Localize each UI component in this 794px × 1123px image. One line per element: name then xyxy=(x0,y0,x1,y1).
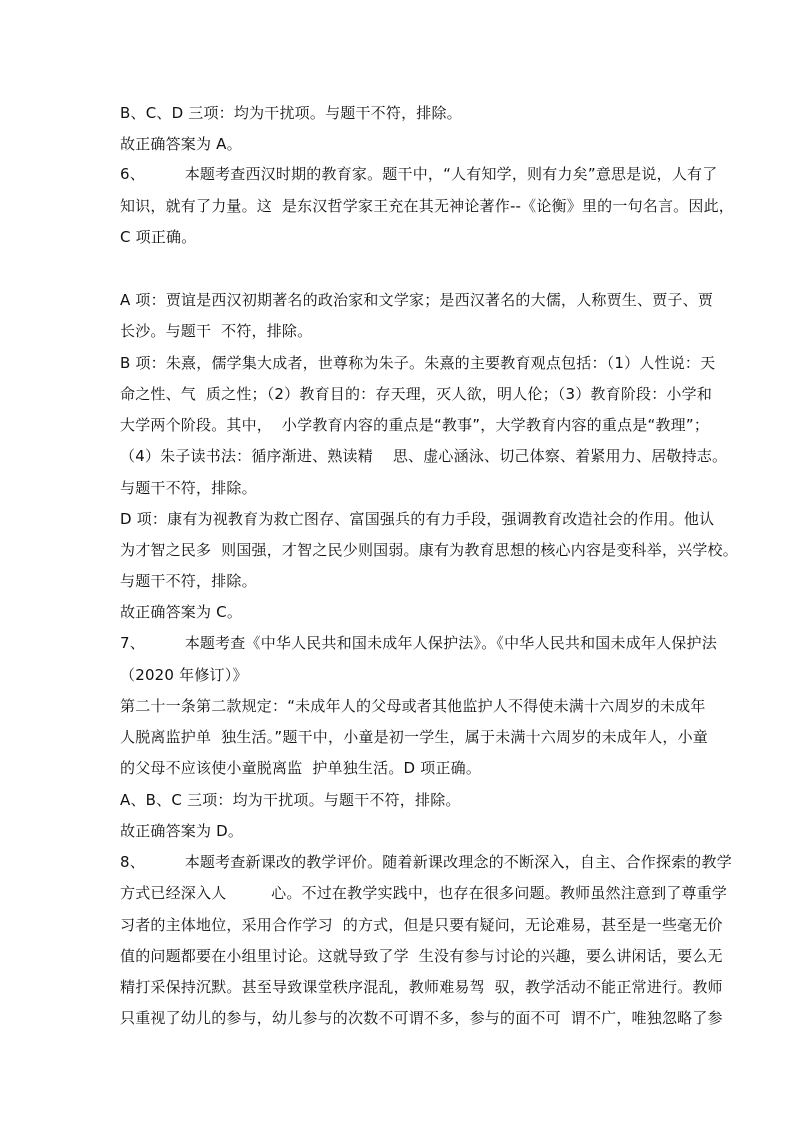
text-line: 与题干不符，排除。 xyxy=(120,572,257,590)
text-line: 8、 本题考查新课改的教学评价。随着新课改理念的不断深入，自主、合作探索的教学 xyxy=(120,853,732,871)
text-line: A、B、C 三项：均为干扰项。与题干不符，排除。 xyxy=(120,791,461,809)
text-line: B 项：朱熹，儒学集大成者，世尊称为朱子。朱熹的主要教育观点包括：（1）人性说：天 xyxy=(120,354,716,372)
text-line: 命之性、气 质之性；（2）教育目的：存天理，灭人欲，明人伦；（3）教育阶段：小学和 xyxy=(120,385,713,403)
text-line: C 项正确。 xyxy=(120,228,197,246)
text-line: 只重视了幼儿的参与，幼儿参与的次数不可谓不多，参与的面不可 谓不广，唯独忽略了参 xyxy=(120,1009,723,1027)
text-line: 人脱离监护单 独生活。”题干中，小童是初一学生，属于未满十六周岁的未成年人，小童 xyxy=(120,728,709,746)
text-line: 第二十一条第二款规定：“未成年人的父母或者其他监护人不得使未满十六周岁的未成年 xyxy=(120,697,706,715)
text-line: 值的问题都要在小组里讨论。这就导致了学 生没有参与讨论的兴趣，要么讲闲话，要么无 xyxy=(120,947,723,965)
text-line: （4）朱子读书法：循序渐进、熟读精 思、虚心涵泳、切己体察、着紧用力、居敬持志。 xyxy=(120,447,728,465)
text-line: 的父母不应该使小童脱离监 护单独生活。D 项正确。 xyxy=(120,759,482,777)
text-line: 6、 本题考查西汉时期的教育家。题干中，“人有知学，则有力矣”意思是说，人有了 xyxy=(120,165,718,183)
text-line: 方式已经深入人 心。不过在教学实践中，也存在很多问题。教师虽然注意到了尊重学 xyxy=(120,884,728,902)
text-line: （2020 年修订）》 xyxy=(120,666,248,684)
text-line: D 项：康有为视教育为救亡图存、富国强兵的有力手段，强调教育改造社会的作用。他认 xyxy=(120,510,715,528)
text-line: 故正确答案为 D。 xyxy=(120,822,244,840)
text-line: 故正确答案为 C。 xyxy=(120,603,243,621)
text-line: 大学两个阶段。其中， 小学教育内容的重点是“教事”，大学教育内容的重点是“教理”； xyxy=(120,416,710,434)
text-line: B、C、D 三项：均为干扰项。与题干不符，排除。 xyxy=(120,104,462,122)
text-line: 长沙。与题干 不符，排除。 xyxy=(120,322,313,340)
text-line: 7、 本题考查《中华人民共和国未成年人保护法》。《中华人民共和国未成年人保护法 xyxy=(120,634,717,652)
text-line: 精打采保持沉默。甚至导致课堂秩序混乱，教师难易驾 驭，教学活动不能正常进行。教师 xyxy=(120,978,723,996)
text-line: 为才智之民多 则国强，才智之民少则国弱。康有为教育思想的核心内容是变科举，兴学校。 xyxy=(120,541,738,559)
text-line: A 项：贾谊是西汉初期著名的政治家和文学家；是西汉著名的大儒，人称贾生、贾子、贾 xyxy=(120,291,714,309)
text-line: 知识，就有了力量。这 是东汉哲学家王充在其无神论著作--《论衡》里的一句名言。因此， xyxy=(120,197,734,215)
text-line: 与题干不符，排除。 xyxy=(120,479,257,497)
text-line: 故正确答案为 A。 xyxy=(120,135,242,153)
text-line: 习者的主体地位，采用合作学习 的方式，但是只要有疑问，无论难易，甚至是一些毫无价 xyxy=(120,916,723,934)
